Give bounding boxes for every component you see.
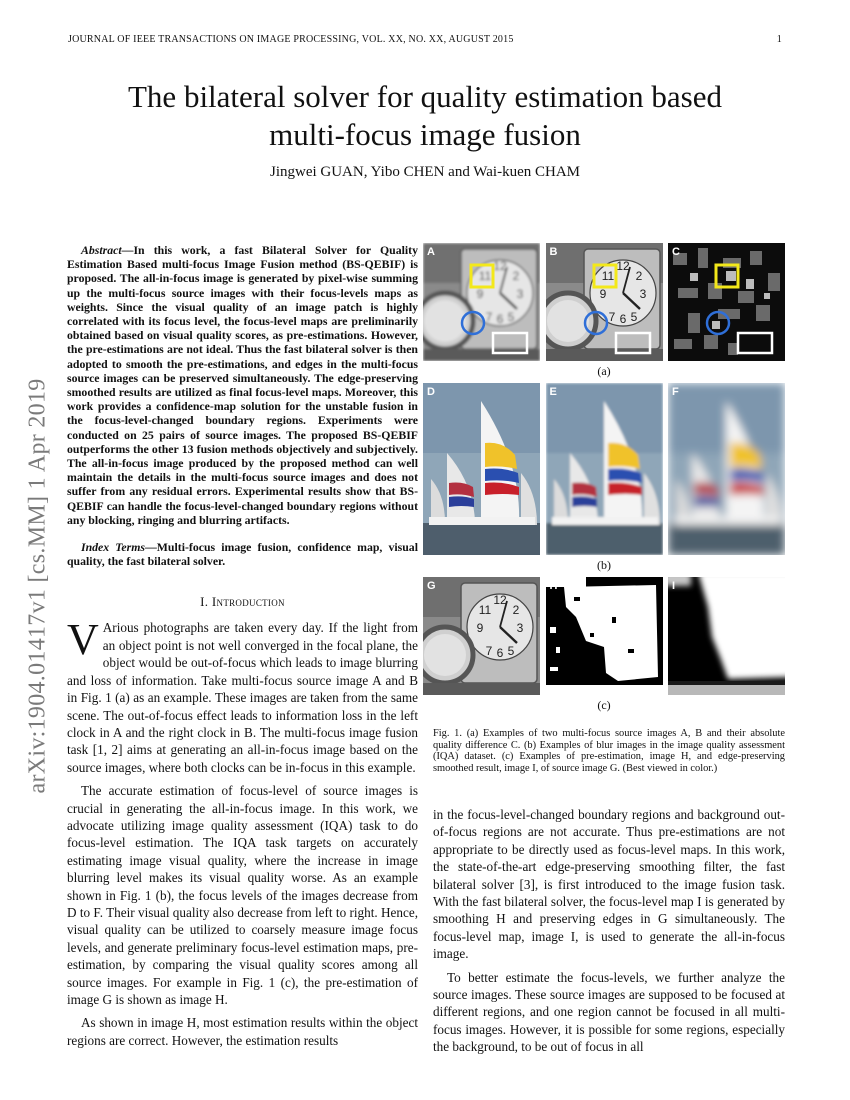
image-b-label: B	[549, 246, 558, 258]
image-e-label: E	[549, 386, 557, 398]
drop-cap: V	[67, 615, 99, 665]
intro-paragraph-1	[67, 615, 418, 776]
arxiv-identifier: arXiv:1904.01417v1 [cs.MM] 1 Apr 2019	[24, 378, 51, 794]
image-d	[423, 383, 540, 555]
image-d-sailboat-photo	[423, 383, 540, 555]
image-a-label: A	[427, 246, 435, 258]
image-c	[668, 243, 785, 361]
image-b	[546, 243, 663, 361]
image-a	[423, 243, 540, 361]
section-title: Introduction	[211, 594, 285, 610]
right-column-text	[433, 806, 785, 1062]
intro-paragraph-3: As shown in image H, most estimation results within the object regions are correct. However, the estimation results	[67, 1015, 418, 1048]
image-f	[668, 383, 785, 555]
image-h-pre-estimation	[546, 577, 663, 695]
image-g-clock-photo	[423, 577, 540, 695]
image-c-label: C	[672, 246, 680, 258]
image-a-clock-photo	[423, 243, 540, 361]
abstract-text: —In this work, a fast Bilateral Solver for Quality Estimation Based multi-focus Image Fusion method (BS-QEBIF) is proposed. The all-in-focus image is generated by pixel-wise summing up the multi-focus source images with their focus-levels maps as weights. Since the visual quality of an image patch is highly correlated with its focus level, the focus-level maps are preliminarily obtained based on visual quality scores, as pre-estimations. However, the pre-estimations are not ideal. Thus the fast bilateral solver is then adopted to smooth the pre-estimations, and edges in the multi-focus source images can be preserved simultaneously. The edge-preserving smoothed results are utilized as final focus-level maps. Moreover, this work provides a confidence-map solution for the unstable fusion in the focus-level-changed boundary regions. Experiments were conducted on 25 pairs of source images. The proposed BS-QEBIF outperforms the other 13 fusion methods objectively and subjectively. The all-in-focus image produced by the proposed method can well maintain the details in the multi-focus source images and does not suffer from any residual errors. Experimental results show that BS-QEBIF can handle the focus-level-changed boundary regions without any blocking, ringing and blurring artifacts.	[67, 243, 418, 527]
right-paragraph-2: To better estimate the focus-levels, we further analyze the source images. These source images are supposed to be focused at different regions, and one region cannot be focused in all multi-focus images. However, it is possible for some regions, especially the background, to be out of focus in all	[433, 969, 785, 1055]
index-terms-text: —Multi-focus image fusion, confidence map, visual quality, the fast bilateral solver.	[67, 540, 418, 569]
author-list: Jingwei GUAN, Yibo CHEN and Wai-kuen CHAM	[269, 164, 581, 180]
subfigure-b-label: (b)	[597, 558, 611, 572]
section-heading	[67, 594, 418, 610]
image-e-sailboat-photo	[546, 383, 663, 555]
abstract	[67, 243, 418, 527]
index-terms-label: Index Terms	[81, 540, 145, 555]
subfigure-c-label: (c)	[597, 698, 611, 712]
figure-row-a	[423, 243, 785, 361]
figure-row-c	[423, 577, 785, 695]
image-g-label: G	[427, 580, 436, 592]
intro-paragraph-1-text: Arious photographs are taken every day. If the light from an object point is not well converged in the focal plane, the object would be out-of-focus which leads to image blurring and loss of information. Take multi-focus source image A and B in Fig. 1 (a) as an example. These images are taken from the same scene. The out-of-focus effect leads to information loss in the left clock in A and the right clock in B. The multi-focus image fusion task [1, 2] aims at generating an all-in-focus image based on the source images, where both clocks can be in-focus in this example.	[67, 620, 418, 775]
abstract-label: Abstract	[81, 243, 122, 257]
running-header	[68, 34, 782, 45]
left-column	[67, 243, 418, 1055]
journal-name: JOURNAL OF IEEE TRANSACTIONS ON IMAGE PROCESSING, VOL. XX, NO. XX, AUGUST 2015	[68, 34, 514, 45]
title-line-1: The bilateral solver for quality estimation based	[128, 79, 722, 114]
image-f-sailboat-photo	[668, 383, 785, 555]
image-d-label: D	[427, 386, 435, 398]
section-number: I.	[200, 594, 212, 610]
image-h	[546, 577, 663, 695]
page-number: 1	[776, 34, 782, 45]
image-f-label: F	[672, 386, 679, 398]
right-paragraph-1: in the focus-level-changed boundary regions and background out-of-focus regions are not accurate. Thus pre-estimations are not appropriate to be directly used as focus-level maps. In this work, the state-of-the-art edge-preserving smoothing filter, the fast bilateral solver [3], is first introduced to the image fusion task. With the fast bilateral solver, the focus-level map I is generated by smoothing H and preserving edges in G simultaneously. The focus-level map, image I, is used to generate the all-in-focus image.	[433, 807, 785, 962]
subfigure-a-label: (a)	[597, 364, 611, 378]
paper-title	[60, 78, 790, 154]
image-b-clock-photo	[546, 243, 663, 361]
image-i-focus-level-map	[668, 577, 785, 695]
image-i-label: I	[672, 580, 676, 592]
image-e	[546, 383, 663, 555]
title-line-2: multi-focus image fusion	[269, 117, 581, 152]
image-i	[668, 577, 785, 695]
arxiv-stamp	[20, 378, 54, 800]
figure-row-b	[423, 383, 785, 555]
image-g	[423, 577, 540, 695]
figure-caption: Fig. 1. (a) Examples of two multi-focus source images A, B and their absolute quality difference C. (b) Examples of blur images in the image quality assessment (IQA) dataset. (c) Examples of pre-estimation, image H, and edge-preserving smoothed result, image I, of source image G. (Best viewed in color.)	[433, 728, 785, 774]
figure-1	[423, 243, 785, 713]
image-c-difference-map	[668, 243, 785, 361]
image-h-label: H	[549, 580, 558, 592]
index-terms	[67, 540, 418, 568]
intro-paragraph-2: The accurate estimation of focus-level of source images is crucial in generating the all-in-focus image. In this work, we advocate utilizing image quality assessment (IQA) task to do focus-level estimation. The IQA task targets on accurately estimating image visual quality, where the increase in image blurring level makes its visual quality worse. As an example shown in Fig. 1 (b), the focus levels of the images decrease from D to F. Their visual quality also decrease from left to right. Hence, visual quality can be utilized to coarsely measure image focus levels, and generate preliminary focus-level estimation maps, pre-estimation, by comparing the visual quality scores among all source images. For example in Fig. 1 (c), the pre-estimation of image G is shown as image H.	[67, 783, 418, 1007]
